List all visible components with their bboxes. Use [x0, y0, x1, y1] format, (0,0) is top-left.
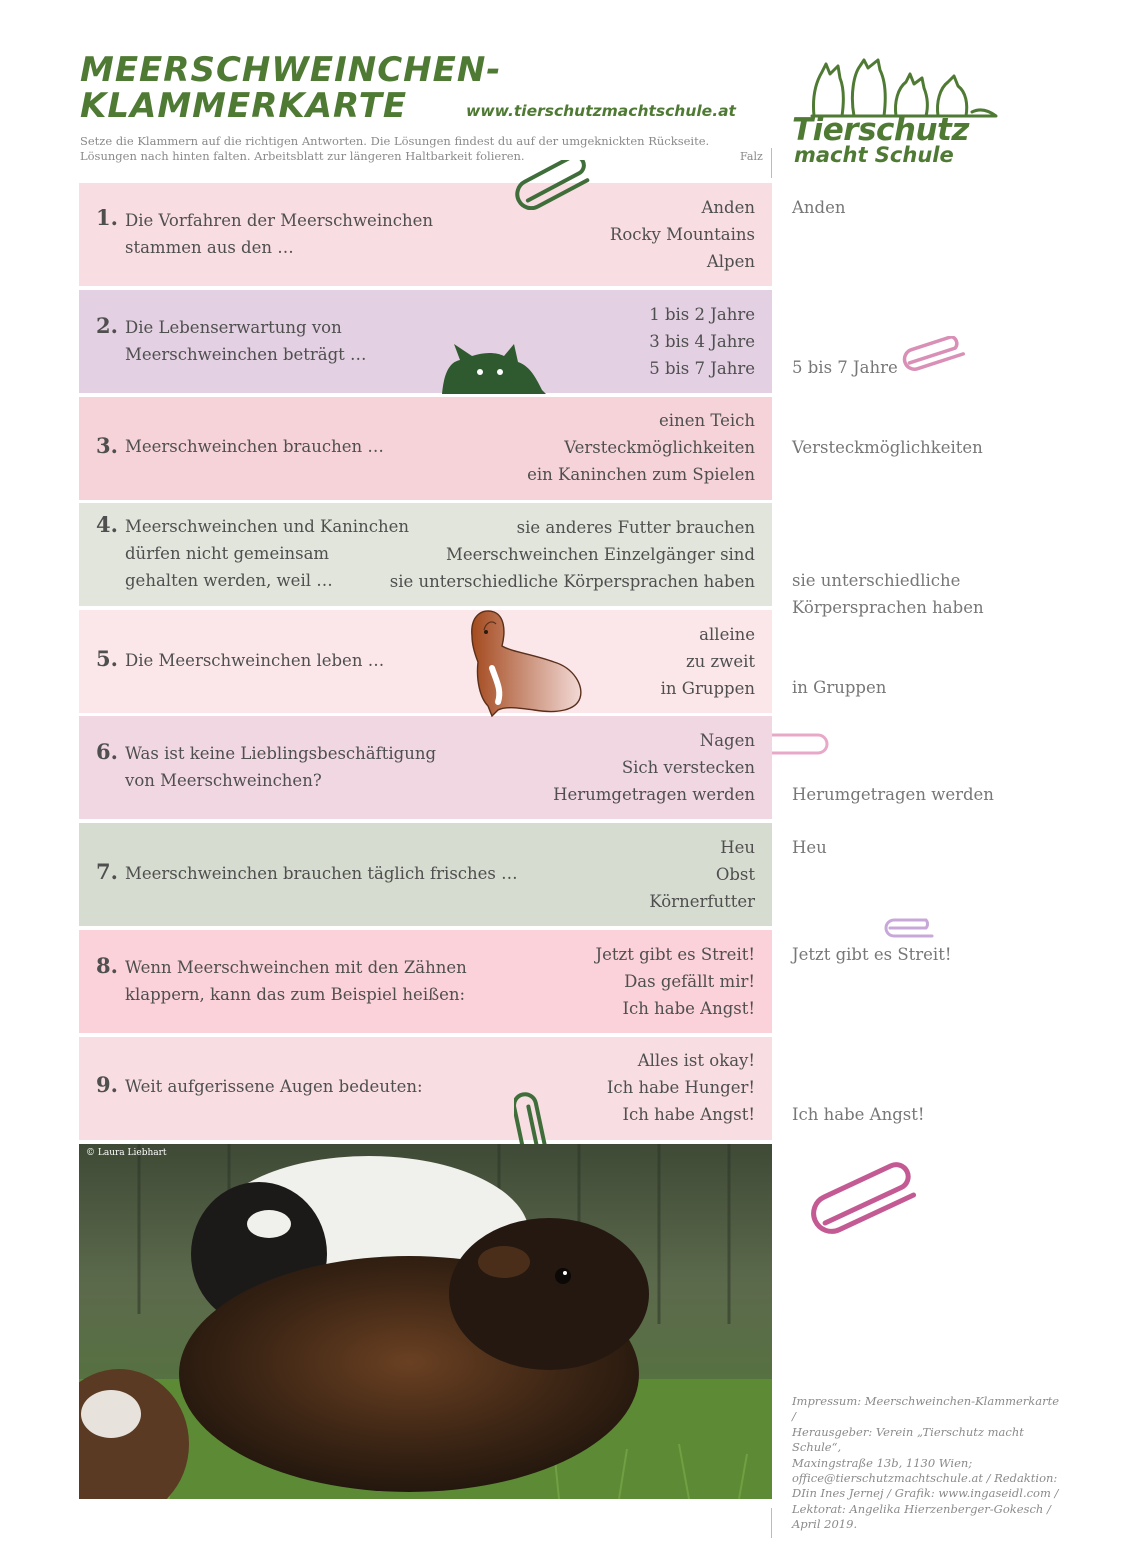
solution-text: sie unterschiedliche — [792, 571, 961, 590]
question-text — [125, 860, 518, 887]
title-line-1: MEERSCHWEINCHEN- — [80, 50, 502, 90]
impressum-line: Impressum: Meerschweinchen-Klammerkarte / — [792, 1394, 1060, 1424]
question-text — [125, 740, 436, 794]
question-number: 2. — [96, 313, 118, 338]
question-number: 3. — [96, 433, 118, 458]
question-box-3 — [79, 397, 772, 500]
solution-6 — [792, 781, 994, 808]
question-box-7 — [79, 823, 772, 926]
solution-text: in Gruppen — [792, 678, 887, 697]
answer-option[interactable]: 5 bis 7 Jahre — [649, 359, 755, 378]
question-number: 1. — [96, 205, 118, 230]
impressum-line: Maxingstraße 13b, 1130 Wien; — [792, 1455, 973, 1470]
answer-options — [610, 194, 755, 275]
fold-line-bottom — [771, 1508, 772, 1538]
question-text-line: Wenn Meerschweinchen mit den Zähnen — [125, 958, 467, 977]
title-line-2: KLAMMERKARTE — [80, 86, 408, 126]
question-text-line: Meerschweinchen brauchen … — [125, 437, 384, 456]
question-number: 4. — [96, 512, 118, 537]
impressum-line: Herausgeber: Verein „Tierschutz macht Schule“, — [792, 1424, 1024, 1455]
answer-options — [661, 621, 755, 702]
question-box-9 — [79, 1037, 772, 1140]
question-box-5 — [79, 610, 772, 713]
question-text-line: Die Lebenserwartung von — [125, 318, 342, 337]
impressum-line: April 2019. — [792, 1517, 858, 1532]
answer-option[interactable]: Anden — [701, 198, 755, 217]
solution-text: Körpersprachen haben — [792, 598, 984, 617]
logo-text-line-2: macht Schule — [794, 143, 954, 167]
impressum-line: Lektorat: Angelika Hierzenberger-Gokesch / — [792, 1501, 1051, 1516]
solution-3 — [792, 434, 983, 461]
instructions — [80, 134, 760, 164]
answer-options — [596, 941, 755, 1022]
logo-text-line-1: Tierschutz — [792, 112, 969, 148]
solution-1 — [792, 194, 846, 221]
solution-text: Ich habe Angst! — [792, 1105, 925, 1124]
solution-2 — [792, 354, 898, 381]
question-text-line: Weit aufgerissene Augen bedeuten: — [125, 1077, 423, 1096]
answer-option[interactable]: Rocky Mountains — [609, 225, 755, 244]
answer-option[interactable]: Meerschweinchen Einzelgänger sind — [445, 545, 755, 564]
solution-4 — [792, 567, 984, 621]
answer-option[interactable]: Sich verstecken — [621, 758, 755, 777]
question-text — [125, 513, 409, 594]
answer-option[interactable]: sie unterschiedliche Körpersprachen haben — [389, 572, 755, 591]
solution-text: Heu — [792, 838, 827, 857]
paperclip-pink-large-icon[interactable] — [806, 1162, 934, 1240]
question-text-line: von Meerschweinchen? — [125, 771, 322, 790]
paperclip-green-icon[interactable] — [512, 160, 602, 210]
solution-text: Versteckmöglichkeiten — [792, 438, 983, 457]
solution-9 — [792, 1101, 925, 1128]
question-text-line: Die Meerschweinchen leben … — [125, 651, 385, 670]
guinea-pig-illustration-icon — [462, 606, 586, 718]
question-text-line: Meerschweinchen und Kaninchen — [125, 517, 409, 536]
question-text-line: Was ist keine Lieblingsbeschäftigung — [125, 744, 437, 763]
answer-option[interactable]: in Gruppen — [660, 679, 755, 698]
instruction-line-1: Setze die Klammern auf die richtigen Antworten. Die Lösungen findest du auf der umgeknickten Rückseite. — [80, 134, 710, 148]
answer-option[interactable]: 3 bis 4 Jahre — [649, 332, 755, 351]
question-number: 8. — [96, 953, 118, 978]
question-text-line: Die Vorfahren der Meerschweinchen — [125, 211, 433, 230]
guinea-pig-photo — [79, 1144, 772, 1499]
question-text — [125, 954, 467, 1008]
answer-option[interactable]: Heu — [720, 838, 755, 857]
answer-option[interactable]: alleine — [699, 625, 755, 644]
question-text — [125, 1073, 423, 1100]
photo-credit: © Laura Liebhart — [86, 1148, 167, 1158]
answer-option[interactable]: Versteckmöglichkeiten — [564, 438, 755, 457]
solution-7 — [792, 834, 827, 861]
question-text-line: Meerschweinchen beträgt … — [125, 345, 367, 364]
answer-option[interactable]: Nagen — [699, 731, 755, 750]
answer-options — [553, 727, 755, 808]
animal-silhouettes-logo-icon — [810, 58, 1000, 120]
answer-option[interactable]: Herumgetragen werden — [553, 785, 755, 804]
impressum — [792, 1394, 1062, 1533]
question-text — [125, 314, 367, 368]
answer-option[interactable]: Ich habe Hunger! — [606, 1078, 755, 1097]
answer-option[interactable]: zu zweit — [685, 652, 755, 671]
paperclip-pink-icon[interactable] — [900, 336, 974, 372]
answer-option[interactable]: Körnerfutter — [649, 892, 755, 911]
logo — [790, 58, 1010, 170]
solution-5 — [792, 674, 886, 701]
answer-option[interactable]: einen Teich — [659, 411, 755, 430]
fold-line-top — [771, 148, 772, 178]
solution-text: Herumgetragen werden — [792, 785, 994, 804]
question-box-4 — [79, 503, 772, 606]
answer-options — [527, 407, 755, 488]
website-link[interactable]: www.tierschutzmachtschule.at — [466, 102, 736, 120]
question-number: 6. — [96, 739, 118, 764]
paperclip-pink-icon[interactable] — [772, 730, 834, 760]
question-text — [125, 207, 433, 261]
solution-text: Anden — [792, 198, 846, 217]
answer-option[interactable]: Alpen — [706, 252, 755, 271]
question-box-8 — [79, 930, 772, 1033]
question-number: 9. — [96, 1072, 118, 1097]
answer-options — [649, 834, 755, 915]
question-box-6 — [79, 716, 772, 819]
guinea-pig-peeking-icon — [438, 342, 548, 394]
impressum-line: DIin Ines Jernej / Grafik: www.ingaseidl.com / — [792, 1486, 1059, 1501]
answer-option[interactable]: 1 bis 2 Jahre — [649, 305, 755, 324]
answer-option[interactable]: Ich habe Angst! — [622, 1105, 755, 1124]
answer-option[interactable]: Alles ist okay! — [637, 1051, 755, 1070]
question-text — [125, 433, 384, 460]
question-text-line: klappern, kann das zum Beispiel heißen: — [125, 985, 466, 1004]
question-box-1 — [79, 183, 772, 286]
question-text-line: gehalten werden, weil … — [125, 571, 333, 590]
page-title — [80, 52, 501, 124]
question-text-line: Meerschweinchen brauchen täglich frisches … — [125, 864, 518, 883]
question-text-line: stammen aus den … — [125, 238, 294, 257]
question-box-2 — [79, 290, 772, 393]
question-text — [125, 647, 384, 674]
answer-option[interactable]: ein Kaninchen zum Spielen — [527, 465, 755, 484]
solution-text: Jetzt gibt es Streit! — [792, 945, 952, 964]
instruction-line-2: Lösungen nach hinten falten. Arbeitsblatt zur längeren Haltbarkeit folieren. — [80, 149, 525, 163]
answer-options — [649, 301, 755, 382]
answer-option[interactable]: sie anderes Futter brauchen — [516, 518, 755, 537]
impressum-line: office@tierschutzmachtschule.at / Redaktion: — [792, 1471, 1058, 1486]
paperclip-lilac-icon[interactable] — [882, 916, 942, 940]
answer-option[interactable]: Ich habe Angst! — [622, 999, 755, 1018]
answer-options — [607, 1047, 755, 1128]
question-number: 5. — [96, 646, 118, 671]
question-text-line: dürfen nicht gemeinsam — [125, 544, 330, 563]
answer-option[interactable]: Das gefällt mir! — [624, 972, 755, 991]
answer-option[interactable]: Obst — [715, 865, 755, 884]
solution-8 — [792, 941, 951, 968]
answer-option[interactable]: Jetzt gibt es Streit! — [595, 945, 755, 964]
solution-text: 5 bis 7 Jahre — [792, 358, 898, 377]
question-number: 7. — [96, 859, 118, 884]
fold-label: Falz — [740, 150, 763, 163]
answer-options — [390, 514, 755, 595]
